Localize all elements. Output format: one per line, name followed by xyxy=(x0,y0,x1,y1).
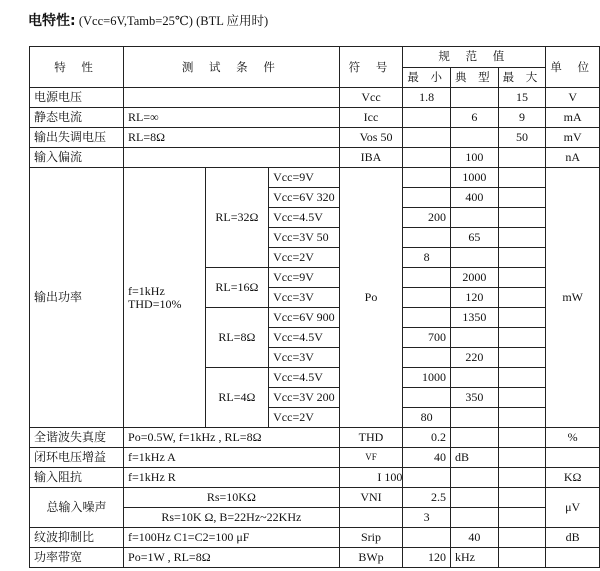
row-max xyxy=(498,148,546,168)
row-symbol: Po xyxy=(339,168,403,428)
table-row xyxy=(30,128,600,148)
row-condition: f=100Hz C1=C2=100 μF xyxy=(124,528,340,548)
row-max xyxy=(498,268,546,288)
row-max xyxy=(498,468,546,488)
vcc-condition: Vcc=4.5V xyxy=(269,368,340,388)
row-typ: kHz xyxy=(451,548,499,568)
row-max: 9 xyxy=(498,108,546,128)
row-typ: 65 xyxy=(451,228,499,248)
header-characteristic: 特 性 xyxy=(30,47,124,88)
header-test-conditions: 测 试 条 件 xyxy=(124,47,340,88)
row-min: 200 xyxy=(403,208,451,228)
row-typ xyxy=(451,128,499,148)
table-row xyxy=(30,148,600,168)
row-min xyxy=(403,388,451,408)
row-typ: 100 xyxy=(451,148,499,168)
row-typ xyxy=(451,408,499,428)
row-max xyxy=(498,168,546,188)
row-min: 2.5 xyxy=(403,488,451,508)
table-row xyxy=(30,548,600,568)
header-spec-value: 规 范 值 xyxy=(403,47,546,68)
table-row xyxy=(30,448,600,468)
row-name: 全谐波失真度 xyxy=(30,428,124,448)
row-max xyxy=(498,308,546,328)
row-max xyxy=(498,428,546,448)
table-row xyxy=(30,468,600,488)
row-min xyxy=(403,468,451,488)
header-row xyxy=(30,47,600,68)
vcc-condition: Vcc=2V xyxy=(269,248,340,268)
row-condition xyxy=(124,88,340,108)
row-typ: dB xyxy=(451,448,499,468)
row-name: 闭环电压增益 xyxy=(30,448,124,468)
row-name: 输出功率 xyxy=(30,168,124,428)
row-min xyxy=(403,528,451,548)
row-max xyxy=(498,368,546,388)
table-row xyxy=(30,428,600,448)
table-row xyxy=(30,528,600,548)
row-typ: 220 xyxy=(451,348,499,368)
row-typ: 1000 xyxy=(451,168,499,188)
row-unit: mA xyxy=(546,108,600,128)
row-unit: mW xyxy=(546,168,600,428)
table-row xyxy=(30,168,600,188)
row-symbol: VF xyxy=(339,448,403,468)
row-name: 输出失调电压 xyxy=(30,128,124,148)
load-condition: RL=4Ω xyxy=(205,368,268,428)
vcc-condition: Vcc=6V 900 xyxy=(269,308,340,328)
row-max xyxy=(498,408,546,428)
electrical-characteristics-table xyxy=(29,46,600,568)
row-typ: 1350 xyxy=(451,308,499,328)
row-min xyxy=(403,288,451,308)
header-unit: 单 位 xyxy=(546,47,600,88)
row-min xyxy=(403,128,451,148)
row-symbol: VNI xyxy=(339,488,403,508)
row-unit: nA xyxy=(546,148,600,168)
row-typ xyxy=(451,328,499,348)
row-min: 40 xyxy=(403,448,451,468)
row-min xyxy=(403,108,451,128)
row-max xyxy=(498,548,546,568)
row-max xyxy=(498,208,546,228)
row-symbol: IBA xyxy=(339,148,403,168)
row-symbol: Vcc xyxy=(339,88,403,108)
row-unit: mV xyxy=(546,128,600,148)
row-name: 总输入噪声 xyxy=(30,488,124,528)
vcc-condition: Vcc=2V xyxy=(269,408,340,428)
row-min xyxy=(403,268,451,288)
row-condition: Rs=10K Ω, B=22Hz~22KHz xyxy=(124,508,340,528)
row-min xyxy=(403,228,451,248)
title-conditions: (Vcc=6V,Tamb=25℃) (BTL 应用时) xyxy=(78,14,269,28)
table-row xyxy=(30,488,600,508)
row-symbol: THD xyxy=(339,428,403,448)
row-min: 120 xyxy=(403,548,451,568)
row-condition: Po=0.5W, f=1kHz , RL=8Ω xyxy=(124,428,340,448)
row-max xyxy=(498,288,546,308)
row-name: 电源电压 xyxy=(30,88,124,108)
row-symbol: I 100 xyxy=(339,468,403,488)
row-unit xyxy=(546,548,600,568)
vcc-condition: Vcc=9V xyxy=(269,168,340,188)
row-unit: V xyxy=(546,88,600,108)
vcc-condition: Vcc=3V 200 xyxy=(269,388,340,408)
row-max: 15 xyxy=(498,88,546,108)
row-min: 700 xyxy=(403,328,451,348)
row-condition: Rs=10KΩ xyxy=(124,488,340,508)
row-min: 0.2 xyxy=(403,428,451,448)
row-min: 1.8 xyxy=(403,88,451,108)
row-typ: 400 xyxy=(451,188,499,208)
row-name: 功率带宽 xyxy=(30,548,124,568)
row-max xyxy=(498,388,546,408)
row-symbol: Srip xyxy=(339,528,403,548)
row-name: 输入偏流 xyxy=(30,148,124,168)
row-max xyxy=(498,328,546,348)
row-min xyxy=(403,188,451,208)
row-condition xyxy=(124,148,340,168)
row-name: 静态电流 xyxy=(30,108,124,128)
row-typ xyxy=(451,508,499,528)
row-unit: KΩ xyxy=(546,468,600,488)
table-row xyxy=(30,88,600,108)
row-typ xyxy=(451,368,499,388)
row-symbol: BWp xyxy=(339,548,403,568)
row-min xyxy=(403,148,451,168)
row-name: 输入阻抗 xyxy=(30,468,124,488)
row-typ xyxy=(451,428,499,448)
header-symbol: 符 号 xyxy=(339,47,403,88)
condition-line: f=1kHz xyxy=(128,283,165,298)
header-min: 最 小 xyxy=(403,67,451,88)
vcc-condition: Vcc=3V xyxy=(269,348,340,368)
vcc-condition: Vcc=4.5V xyxy=(269,208,340,228)
row-min xyxy=(403,348,451,368)
row-typ: 2000 xyxy=(451,268,499,288)
row-unit: μV xyxy=(546,488,600,528)
row-max xyxy=(498,228,546,248)
load-condition: RL=8Ω xyxy=(205,308,268,368)
row-max xyxy=(498,188,546,208)
row-min xyxy=(403,308,451,328)
vcc-condition: Vcc=9V xyxy=(269,268,340,288)
row-typ xyxy=(451,468,499,488)
row-typ: 350 xyxy=(451,388,499,408)
row-typ: 40 xyxy=(451,528,499,548)
row-unit xyxy=(546,448,600,468)
table-row xyxy=(30,108,600,128)
row-max xyxy=(498,528,546,548)
row-condition xyxy=(124,168,206,428)
row-typ: 6 xyxy=(451,108,499,128)
row-min: 8 xyxy=(403,248,451,268)
row-max xyxy=(498,508,546,528)
row-unit: dB xyxy=(546,528,600,548)
header-max: 最 大 xyxy=(498,67,546,88)
row-symbol: Icc xyxy=(339,108,403,128)
row-max xyxy=(498,448,546,468)
load-condition: RL=32Ω xyxy=(205,168,268,268)
vcc-condition: Vcc=4.5V xyxy=(269,328,340,348)
title-label: 电特性: xyxy=(28,13,76,29)
section-title xyxy=(28,10,268,30)
row-max xyxy=(498,348,546,368)
condition-line: THD=10% xyxy=(128,296,182,311)
header-typ: 典 型 xyxy=(451,67,499,88)
row-typ: 120 xyxy=(451,288,499,308)
row-min: 3 xyxy=(403,508,451,528)
row-symbol xyxy=(339,508,403,528)
vcc-condition: Vcc=3V xyxy=(269,288,340,308)
vcc-condition: Vcc=3V 50 xyxy=(269,228,340,248)
row-name: 纹波抑制比 xyxy=(30,528,124,548)
row-unit: % xyxy=(546,428,600,448)
row-min: 80 xyxy=(403,408,451,428)
row-typ xyxy=(451,88,499,108)
row-condition: f=1kHz A xyxy=(124,448,340,468)
row-max: 50 xyxy=(498,128,546,148)
row-min xyxy=(403,168,451,188)
row-typ xyxy=(451,208,499,228)
load-condition: RL=16Ω xyxy=(205,268,268,308)
row-max xyxy=(498,488,546,508)
row-symbol: Vos 50 xyxy=(339,128,403,148)
row-condition: RL=8Ω xyxy=(124,128,340,148)
row-typ xyxy=(451,488,499,508)
row-condition: RL=∞ xyxy=(124,108,340,128)
row-min: 1000 xyxy=(403,368,451,388)
row-max xyxy=(498,248,546,268)
row-condition: Po=1W , RL=8Ω xyxy=(124,548,340,568)
row-typ xyxy=(451,248,499,268)
row-condition: f=1kHz R xyxy=(124,468,340,488)
vcc-condition: Vcc=6V 320 xyxy=(269,188,340,208)
